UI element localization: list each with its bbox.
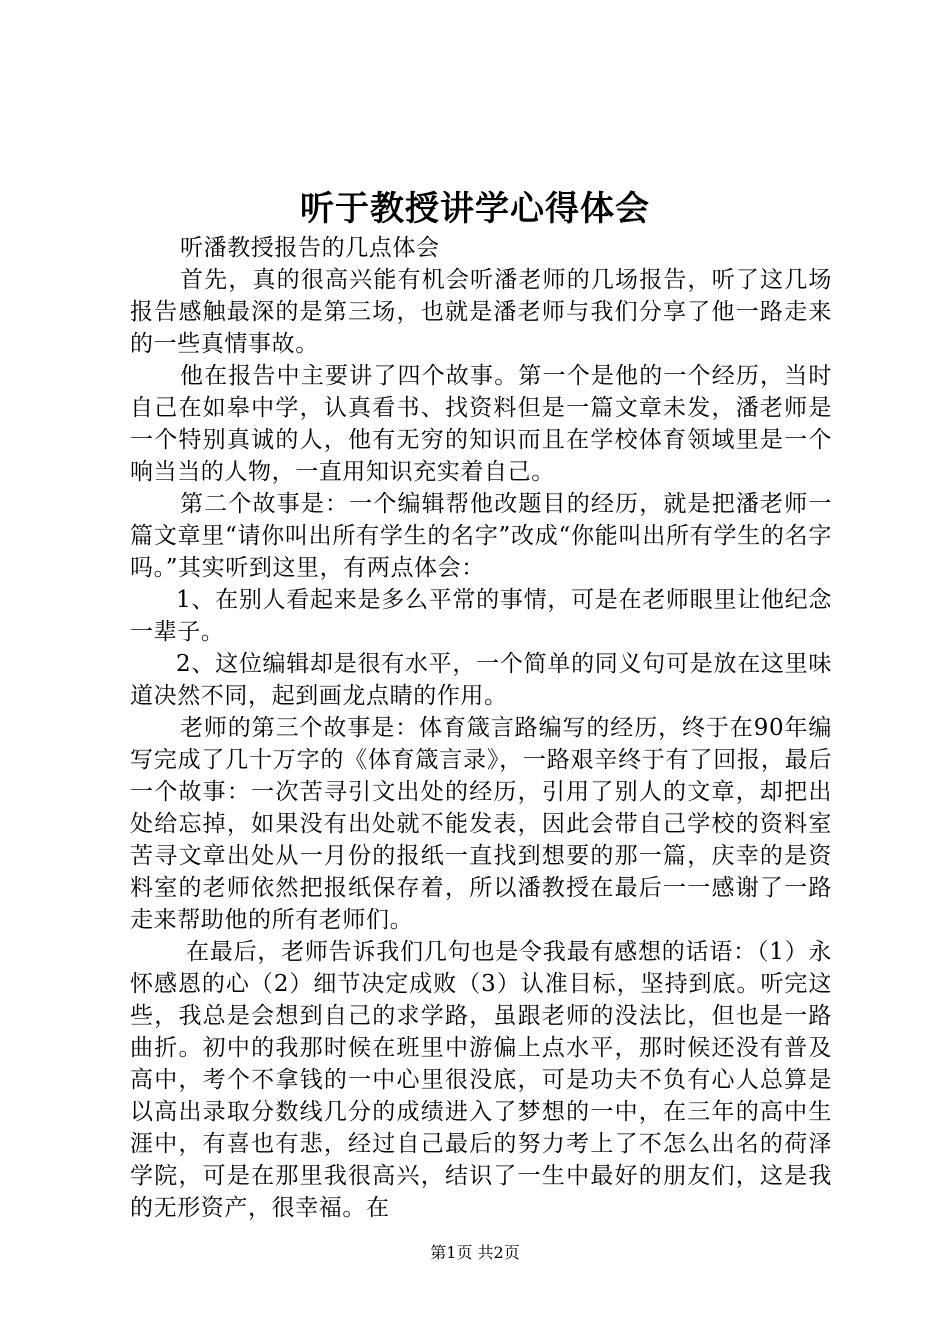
paragraph-point-1: 1、在别人看起来是多么平常的事情，可是在老师眼里让他纪念一辈子。 bbox=[130, 587, 832, 645]
paragraph: 老师的第三个故事是：体育箴言路编写的经历，终于在90年编写完成了几十万字的《体育箴言录》，一路艰辛终于有了回报，最后一个故事：一次苦寻引文出处的经历，引用了别人的文章，却把出处给忘掉，如果没有出处就不能发表，因此会带自己学校的资料室苦寻文章出处从一月份的报纸一直找到想要的那一篇，庆幸的是资料室的老师依然把报纸保存着，所以潘教授在最后一一感谢了一路走来帮助他的所有老师们。 bbox=[130, 715, 832, 933]
document-title: 听于教授讲学心得体会 bbox=[300, 189, 650, 229]
paragraph: 他在报告中主要讲了四个故事。第一个是他的一个经历，当时自己在如皋中学，认真看书、找资料但是一篇文章未发，潘老师是一个特别真诚的人，他有无穷的知识而且在学校体育领域里是一个响当当的人物，一直用知识充实着自己。 bbox=[130, 363, 832, 485]
paragraph: 第二个故事是：一个编辑帮他改题目的经历，就是把潘老师一篇文章里“请你叫出所有学生的名字”改成“你能叫出所有学生的名字吗。”其实听到这里，有两点体会： bbox=[130, 491, 832, 581]
paragraph-point-2: 2、这位编辑却是很有水平，一个简单的同义句可是放在这里味道决然不同，起到画龙点睛的作用。 bbox=[130, 651, 832, 709]
page-number: 第1页 共2页 bbox=[430, 1243, 520, 1262]
paragraph: 在最后，老师告诉我们几句也是令我最有感想的话语：（1）永怀感恩的心（2）细节决定成败（3）认准目标，坚持到底。听完这些，我总是会想到自己的求学路，虽跟老师的没法比，但也是一路曲折。初中的我那时候在班里中游偏上点水平，那时候还没有普及高中，考个不拿钱的一中心里很没底，可是功夫不负有心人总算是以高出录取分数线几分的成绩进入了梦想的一中，在三年的高中生涯中，有喜也有悲，经过自己最后的努力考上了不怎么出名的荷泽学院，可是在那里我很高兴，结识了一生中最好的朋友们，这是我的无形资产，很幸福。在 bbox=[130, 939, 832, 1221]
document-body bbox=[130, 232, 832, 1224]
paragraph: 首先，真的很高兴能有机会听潘老师的几场报告，听了这几场报告感触最深的是第三场，也就是潘老师与我们分享了他一路走来的一些真情事故。 bbox=[130, 267, 832, 357]
paragraph-subtitle: 听潘教授报告的几点体会 bbox=[180, 235, 440, 261]
